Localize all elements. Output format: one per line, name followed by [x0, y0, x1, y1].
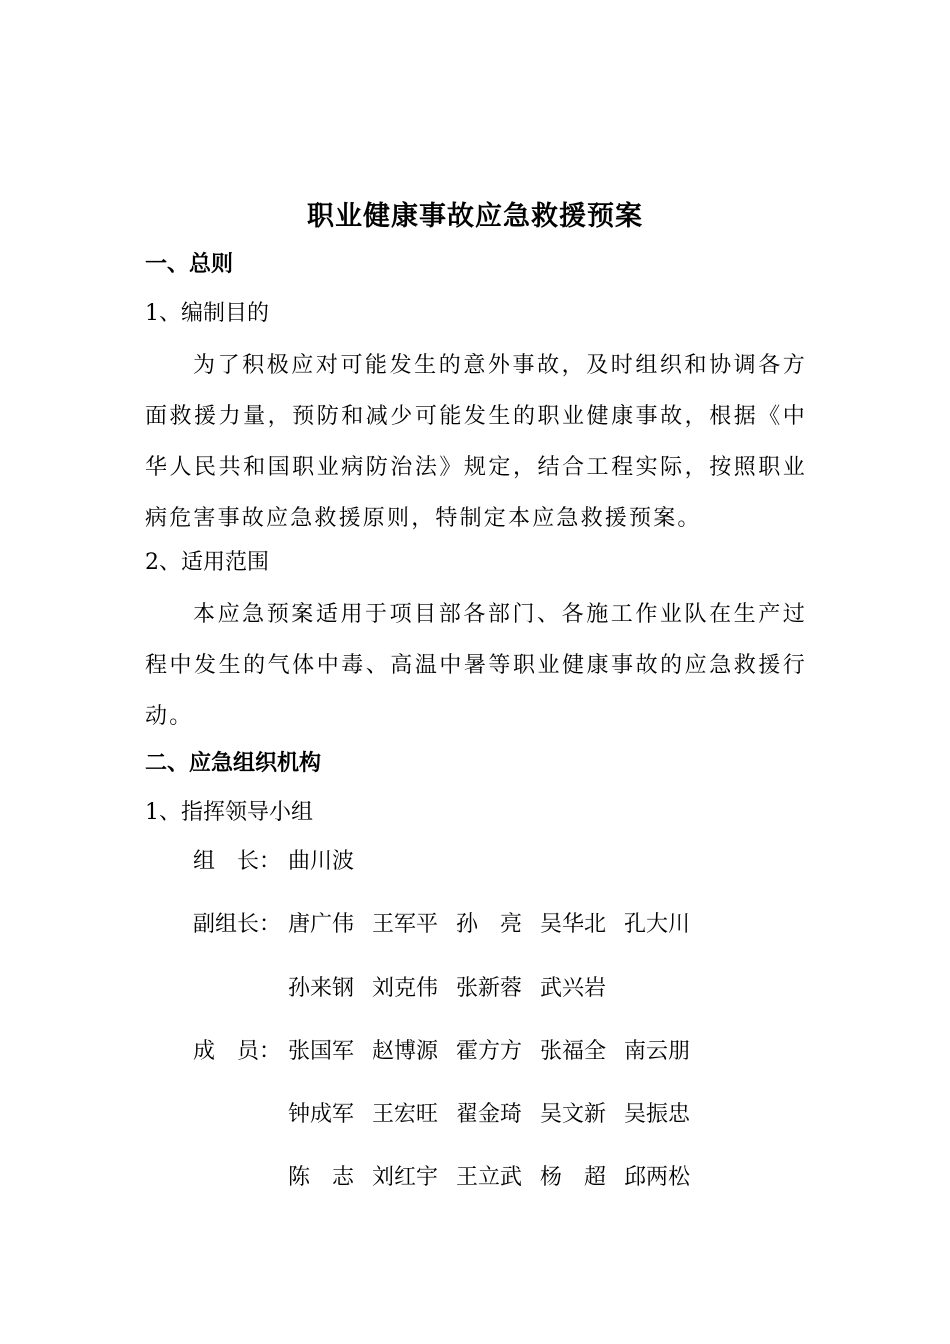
paragraph-purpose: 为了积极应对可能发生的意外事故，及时组织和协调各方面救援力量，预防和减少可能发生的职业健康事故，根据《中华人民共和国职业病防治法》规定，结合工程实际，按照职业病危害事故应急救援原则，特制定本应急救援预案。 [145, 353, 807, 531]
deputy-name: 唐广伟 [288, 912, 355, 937]
leader-name: 曲川波 [288, 849, 355, 874]
deputy-name: 孙来钢 [288, 976, 355, 1001]
deputy-name: 孙 亮 [456, 912, 523, 937]
paragraph-scope: 本应急预案适用于项目部各部门、各施工作业队在生产过程中发生的气体中毒、高温中暑等职业健康事故的应急救援行动。 [145, 602, 807, 729]
deputy-name: 刘克伟 [372, 976, 439, 1001]
member-names-row-2 [288, 1098, 708, 1132]
deputy-names-row-1 [288, 908, 708, 942]
section-heading-organization: 二、应急组织机构 [145, 750, 322, 776]
member-names-row-1 [288, 1035, 708, 1069]
deputy-name: 武兴岩 [540, 976, 607, 1001]
subsection-heading-purpose: 1、编制目的 [145, 301, 269, 326]
document-title: 职业健康事故应急救援预案 [307, 201, 643, 232]
member-name: 陈 志 [288, 1165, 355, 1190]
member-name: 南云朋 [624, 1039, 691, 1064]
member-name: 翟金琦 [456, 1102, 523, 1127]
deputy-names-row-2 [288, 972, 624, 1006]
deputy-name: 王军平 [372, 912, 439, 937]
subsection-heading-scope: 2、适用范围 [145, 550, 269, 575]
section-heading-general: 一、总则 [145, 251, 234, 277]
deputy-name: 孔大川 [624, 912, 691, 937]
member-name: 刘红宇 [372, 1165, 439, 1190]
member-name: 王宏旺 [372, 1102, 439, 1127]
member-name: 张福全 [540, 1039, 607, 1064]
subsection-heading-command-group: 1、指挥领导小组 [145, 800, 313, 825]
member-name: 杨 超 [540, 1165, 607, 1190]
member-name: 吴文新 [540, 1102, 607, 1127]
member-name: 吴振忠 [624, 1102, 691, 1127]
member-name: 张国军 [288, 1039, 355, 1064]
member-name: 钟成军 [288, 1102, 355, 1127]
member-names-row-3 [288, 1161, 708, 1195]
member-name: 赵博源 [372, 1039, 439, 1064]
deputy-name: 吴华北 [540, 912, 607, 937]
leader-label: 组 长： [193, 849, 282, 874]
member-name: 邱两松 [624, 1165, 691, 1190]
deputy-name: 张新蓉 [456, 976, 523, 1001]
deputy-label: 副组长： [193, 912, 282, 937]
member-name: 霍方方 [456, 1039, 523, 1064]
leader-names-row [288, 845, 372, 879]
member-label: 成 员： [193, 1039, 282, 1064]
member-name: 王立武 [456, 1165, 523, 1190]
